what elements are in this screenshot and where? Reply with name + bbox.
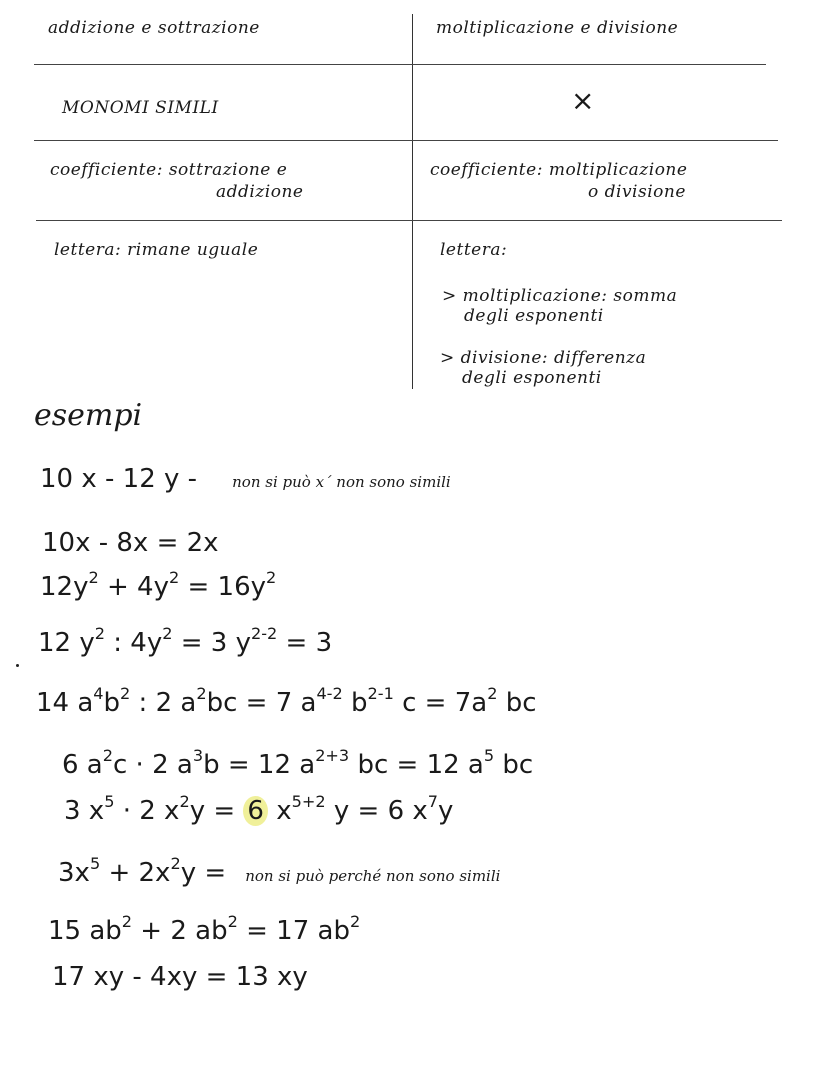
example-8: $3x^5 + 2x^2y$ = non si può perché non sono simili: [58, 853, 501, 888]
table-vertical-divider: [412, 14, 413, 389]
table-divider-1: [34, 64, 766, 65]
example-3: $12y^2 + 4y^2 = 16y^2$: [40, 567, 277, 602]
example-1-expression: 10 x - 12 y -: [40, 464, 198, 494]
coefficient-left-line1: coefficiente: sottrazione e: [50, 160, 288, 180]
not-applicable-cross: ×: [571, 84, 595, 117]
example-7: 3 $x^5 \cdot 2$ $x^2y = 6$ $x^{5+2}$ y = 6 $x^7y$: [64, 791, 454, 826]
letter-mult-bullet-line2: degli esponenti: [464, 306, 604, 326]
coefficient-left-line2: addizione: [216, 182, 304, 202]
stray-dot: [16, 664, 19, 667]
example-1: [40, 464, 451, 494]
example-8-note: non si può perché non sono simili: [245, 867, 501, 885]
coefficient-right-line1: coefficiente: moltiplicazione: [430, 160, 688, 180]
table-divider-3: [36, 220, 782, 221]
example-5: 14 $a^4b^2$ : 2 $a^2bc = 7$ $a^{4-2}$ $b^{2-1}$ $c = 7a^2$ bc: [36, 683, 537, 718]
letter-right-title: lettera:: [440, 240, 508, 260]
similar-monomials-label: MONOMI SIMILI: [62, 98, 219, 118]
letter-div-bullet-line2: degli esponenti: [462, 368, 602, 388]
example-9: 15 $ab^2 + 2$ $ab^2 = 17$ $ab^2$: [48, 911, 361, 946]
letter-left: lettera: rimane uguale: [54, 240, 259, 260]
table-divider-2: [34, 140, 778, 141]
coefficient-right-line2: o divisione: [588, 182, 686, 202]
examples-title: esempi: [34, 398, 143, 433]
example-1-note: non si può x´ non sono simili: [232, 473, 451, 491]
letter-div-bullet-line1: > divisione: differenza: [440, 348, 647, 368]
example-4: 12 $y^2$ : $4y^2 = 3$ $y^{2-2} = 3$: [38, 623, 333, 658]
example-6: 6 $a^2c \cdot 2$ $a^3b = 12$ $a^{2+3}$ bc = 12 $a^5$ bc: [62, 745, 534, 780]
highlighted-coefficient: 6: [243, 796, 268, 826]
example-10: 17 xy - 4xy = 13 xy: [52, 962, 308, 992]
letter-mult-bullet-line1: > moltiplicazione: somma: [442, 286, 678, 306]
header-addition-subtraction: addizione e sottrazione: [48, 18, 260, 38]
header-multiplication-division: moltiplicazione e divisione: [436, 18, 679, 38]
example-2: 10x - 8x = 2x: [42, 528, 219, 558]
